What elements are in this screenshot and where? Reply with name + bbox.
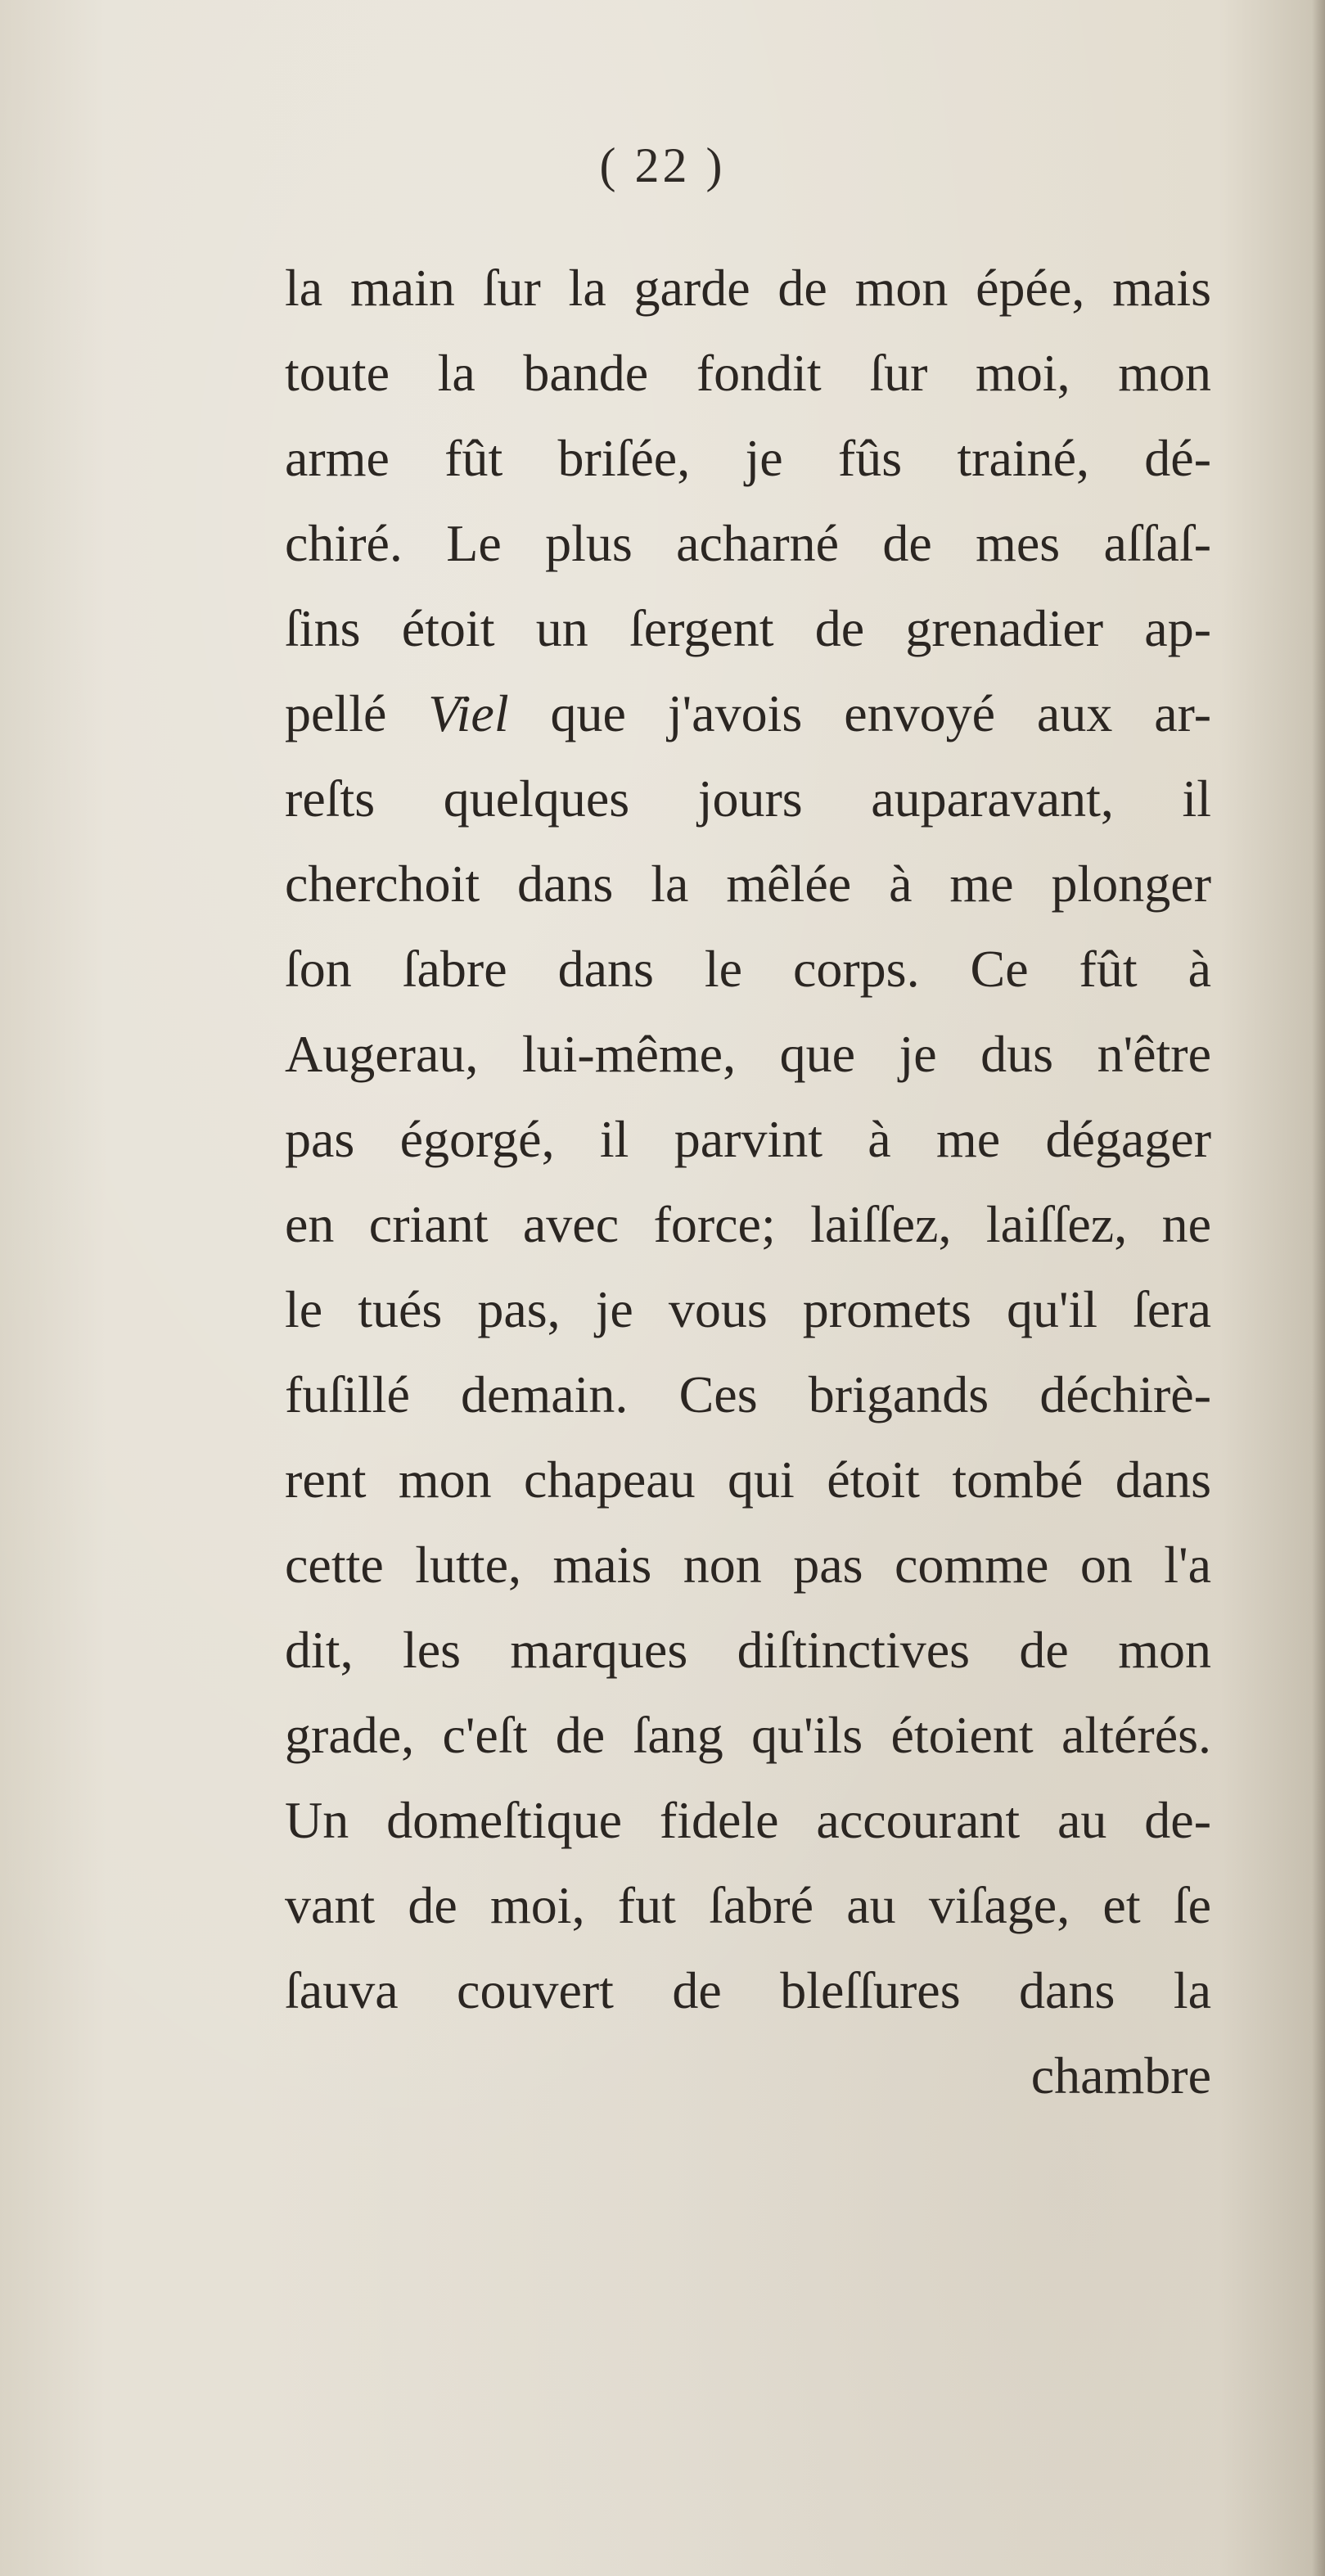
catchword: chambre bbox=[1030, 2046, 1211, 2105]
text-line: ſins étoit un ſergent de grenadier ap- bbox=[285, 599, 1211, 657]
text-line: rent mon chapeau qui étoit tombé dans bbox=[285, 1450, 1211, 1509]
text-line: cherchoit dans la mêlée à me plonger bbox=[285, 855, 1211, 913]
page-number: ( 22 ) bbox=[599, 138, 726, 192]
text-line: grade, c'eſt de ſang qu'ils étoient altérés. bbox=[285, 1706, 1211, 1764]
text-line: Augerau, lui-même, que je dus n'être bbox=[285, 1025, 1211, 1083]
text-line: en criant avec force; laiſſez, laiſſez, ne bbox=[285, 1195, 1211, 1253]
page-edge-shadow bbox=[1312, 0, 1325, 2576]
text-line: toute la bande fondit ſur moi, mon bbox=[285, 344, 1211, 402]
text-line: pas égorgé, il parvint à me dégager bbox=[285, 1110, 1211, 1168]
text-line: dit, les marques diſtinctives de mon bbox=[285, 1621, 1211, 1679]
text-line: Un domeſtique fidele accourant au de- bbox=[285, 1791, 1211, 1849]
italic-name: Viel bbox=[428, 684, 509, 742]
text-line: reſts quelques jours auparavant, il bbox=[285, 769, 1211, 828]
text-line: la main ſur la garde de mon épée, mais bbox=[285, 259, 1211, 317]
text-line: arme fût briſée, je fûs trainé, dé- bbox=[285, 429, 1211, 487]
text-line: vant de moi, fut ſabré au viſage, et ſe bbox=[285, 1876, 1211, 1934]
text-line: ſauva couvert de bleſſures dans la bbox=[285, 1961, 1211, 2019]
text-line: cette lutte, mais non pas comme on l'a bbox=[285, 1536, 1211, 1594]
text-line: fuſillé demain. Ces brigands déchirè- bbox=[285, 1365, 1211, 1423]
text-line: chiré. Le plus acharné de mes aſſaſ- bbox=[285, 514, 1211, 572]
text-line: le tués pas, je vous promets qu'il ſera bbox=[285, 1280, 1211, 1338]
text-line: pellé Viel que j'avois envoyé aux ar- bbox=[285, 684, 1211, 742]
body-text bbox=[285, 246, 1211, 2118]
text-line: ſon ſabre dans le corps. Ce fût à bbox=[285, 940, 1211, 998]
